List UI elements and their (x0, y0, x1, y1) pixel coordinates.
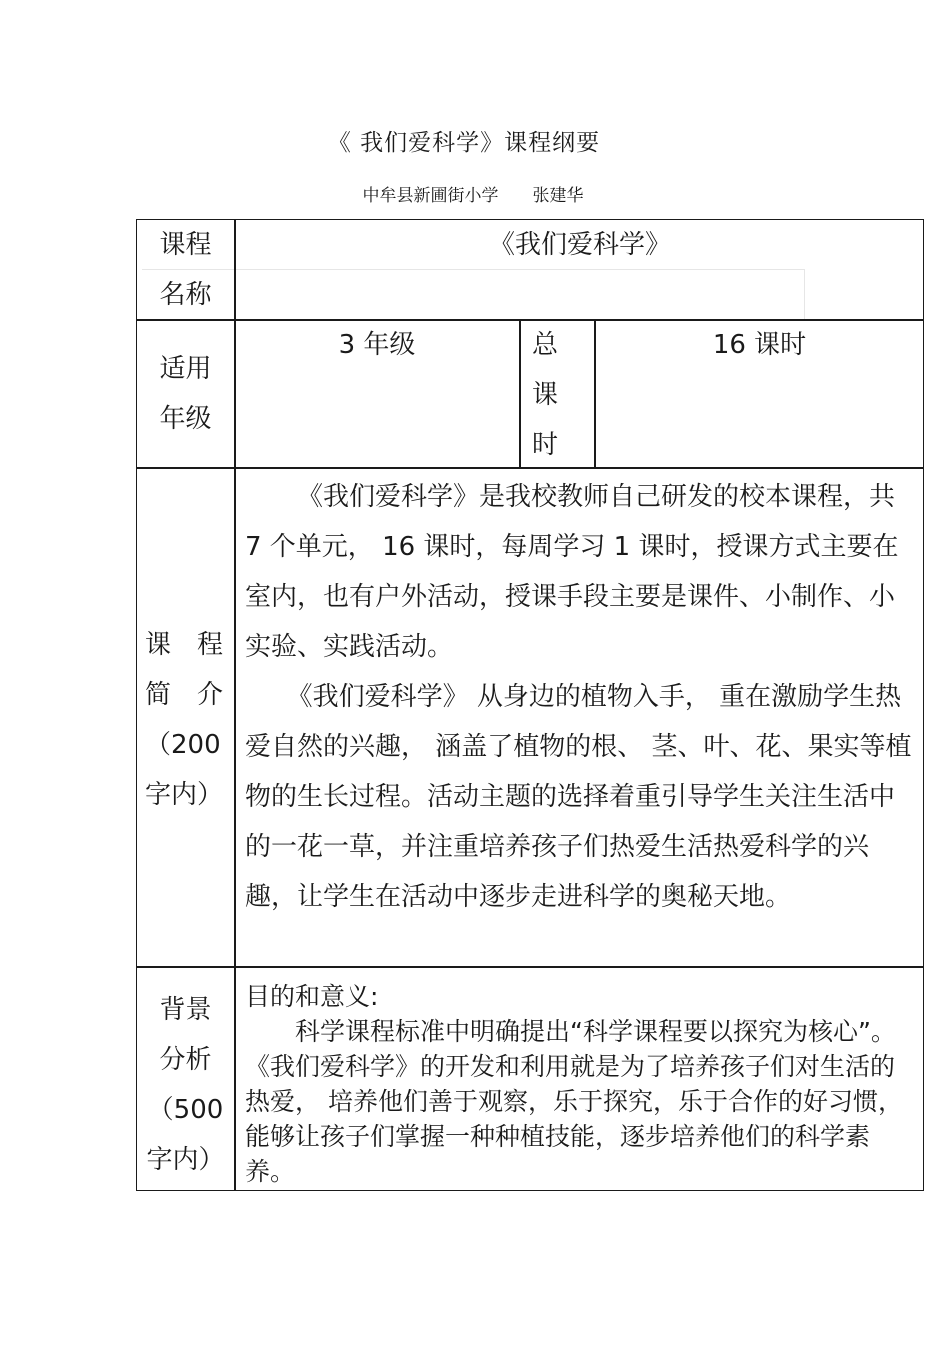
course-name-label: 课程 名称 (159, 230, 212, 310)
author-name: 张建华 (532, 186, 584, 206)
author-line (0, 181, 946, 206)
intro-paragraph-1: 《我们爱科学》是我校教师自己研发的校本课程，共 7 个单元， 16 课时，每周学习 1 课时，授课方式主要在室内，也有户外活动，授课手段主要是课件、小制作、小实验、实践活动。 (245, 482, 899, 662)
faint-rule-v (804, 269, 805, 321)
course-outline-table (136, 219, 924, 1191)
background-paragraph: 科学课程标准中明确提出“科学课程要以探究为核心”。《我们爱科学》的开发和利用就是为了培养孩子们对生活的热爱， 培养他们善于观察，乐于探究，乐于合作的好习惯，能够让孩子们掌握一种种植技能，逐步培养他们的科学素养。 (245, 1017, 903, 1186)
intro-text (245, 472, 919, 922)
intro-paragraph-2: 《我们爱科学》 从身边的植物入手， 重在激励学生热爱自然的兴趣， 涵盖了植物的根、 茎、叶、花、果实等植物的生长过程。活动主题的选择着重引导学生关注生活中的一花一草，并注重培养孩子们热爱生活热爱科学的兴趣，让学生在活动中逐步走进科学的奥秘天地。 (245, 682, 912, 912)
grade-value: 3 年级 (338, 330, 416, 360)
intro-label: 课 程 简 介 （200 字内） (145, 630, 224, 810)
row-divider (137, 966, 923, 968)
column-divider (519, 319, 521, 467)
document-title: 《 我们爱科学》课程纲要 (327, 130, 601, 156)
background-heading: 目的和意义: (245, 982, 379, 1011)
background-text (245, 979, 915, 1189)
grade-label: 适用 年级 (159, 354, 212, 434)
school-name: 中牟县新圃街小学 (362, 186, 499, 206)
background-label: 背景 分析 （500 字内） (146, 995, 225, 1175)
total-hours-value: 16 课时 (712, 330, 807, 360)
total-hours-label: 总 课 时 (532, 330, 559, 460)
row-divider (137, 467, 923, 469)
course-name-value: 《我们爱科学》 (488, 230, 671, 260)
